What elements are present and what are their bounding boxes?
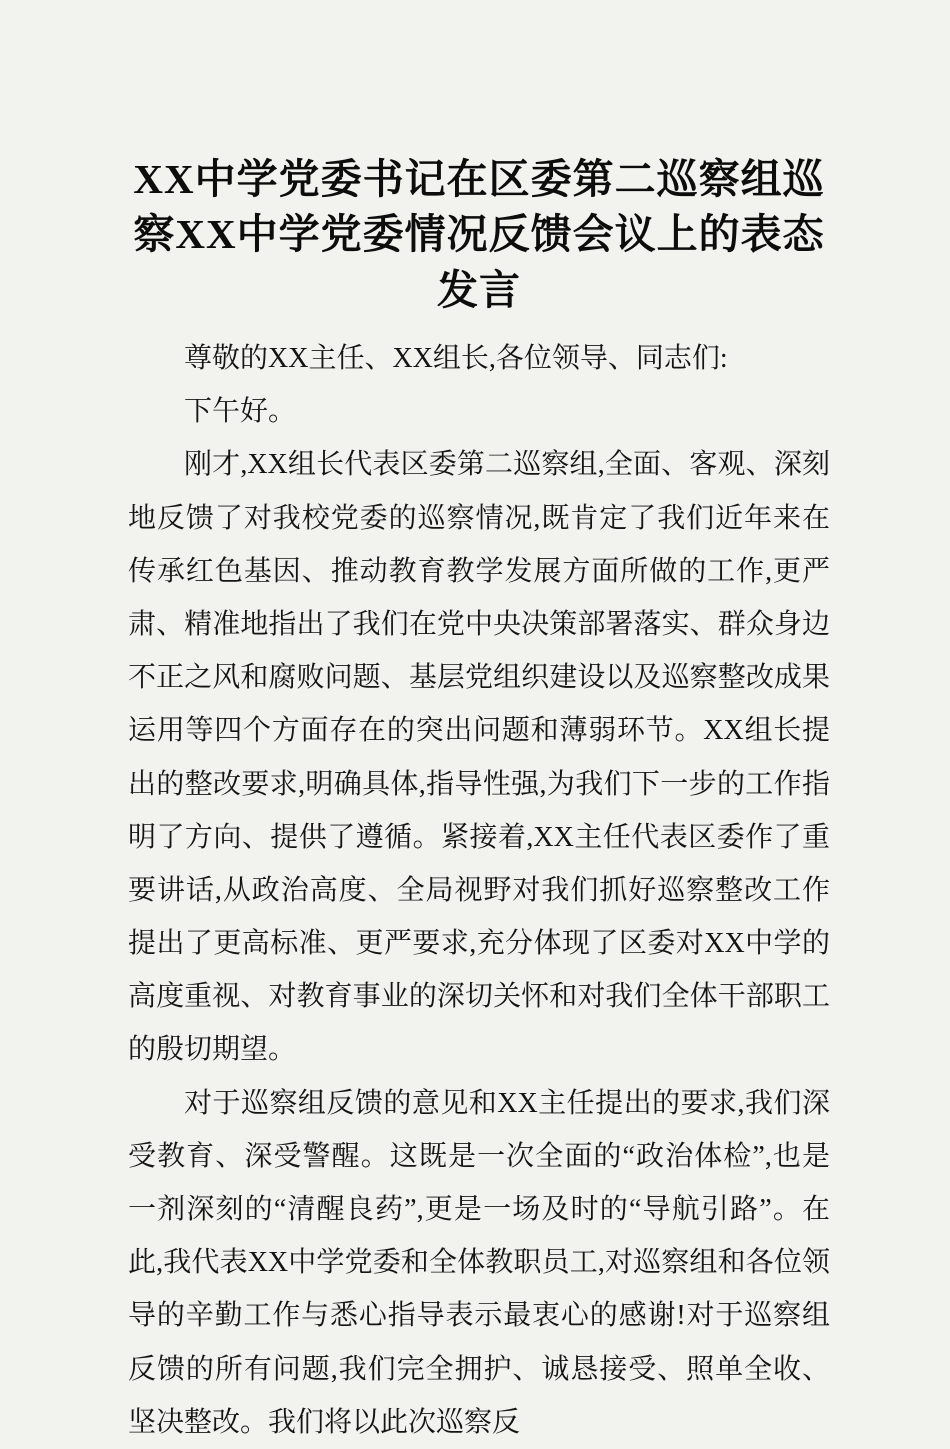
paragraph-feedback-summary: 刚才,XX组长代表区委第二巡察组,全面、客观、深刻地反馈了对我校党委的巡察情况,既肯定了我们近年来在传承红色基因、推动教育教学发展方面所做的工作,更严肃、精准地指出了我们在党中央决策部署落实、群众身边不正之风和腐败问题、基层党组织建设以及巡察整改成果运用等四个方面存在的突出问题和薄弱环节。XX组长提出的整改要求,明确具体,指导性强,为我们下一步的工作指明了方向、提供了遵循。紧接着,XX主任代表区委作了重要讲话,从政治高度、全局视野对我们抓好巡察整改工作提出了更高标准、更严要求,充分体现了区委对XX中学的高度重视、对教育事业的深切关怀和对我们全体干部职工的殷切期望。 — [128, 449, 830, 1066]
document-body — [128, 332, 830, 1449]
paragraph-greeting: 下午好。 — [184, 396, 297, 428]
document-title: XX中学党委书记在区委第二巡察组巡察XX中学党委情况反馈会议上的表态发言 — [133, 156, 825, 313]
paragraph-response-attitude: 对于巡察组反馈的意见和XX主任提出的要求,我们深受教育、深受警醒。这既是一次全面的“政治体检”,也是一剂深刻的“清醒良药”,更是一场及时的“导航引路”。在此,我代表XX中学党委和全体教职员工,对巡察组和各位领导的辛勤工作与悉心指导表示最衷心的感谢!对于巡察组反馈的所有问题,我们完全拥护、诚恳接受、照单全收、坚决整改。我们将以此次巡察反 — [128, 1087, 830, 1438]
paragraph-salutation: 尊敬的XX主任、XX组长,各位领导、同志们: — [184, 343, 728, 375]
